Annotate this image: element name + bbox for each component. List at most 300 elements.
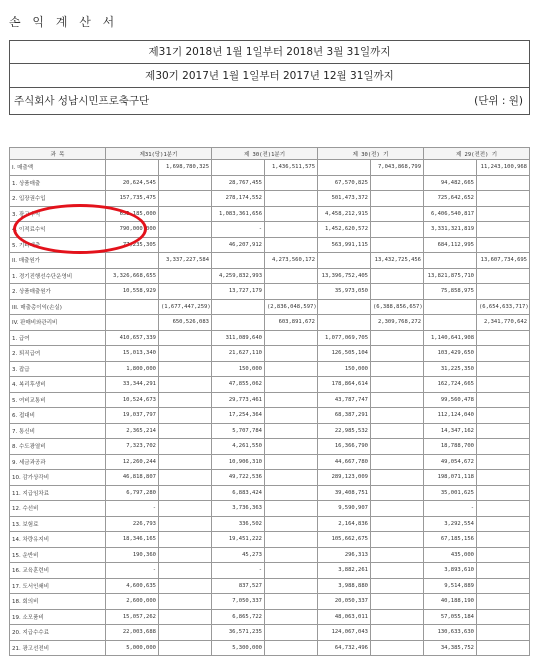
amount-cell: 10,558,929 [106,284,159,300]
header-q1-2018: 제31(당)1분기 [106,148,212,160]
amount-cell [265,284,318,300]
amount-cell [371,237,424,253]
account-name-cell: 4. 이적료수익 [10,222,106,238]
amount-cell [265,547,318,563]
amount-cell [159,439,212,455]
amount-cell [371,485,424,501]
table-row [10,640,530,656]
amount-cell [477,377,530,393]
amount-cell: 19,451,222 [212,532,265,548]
amount-cell [159,175,212,191]
header-fy30: 제 30(전) 기 [318,148,424,160]
amount-cell: 31,225,350 [424,361,477,377]
unit-label: (단위 : 원) [474,95,523,107]
amount-cell: 40,188,190 [424,594,477,610]
amount-cell: - [106,563,159,579]
table-row [10,377,530,393]
amount-cell: 29,773,461 [212,392,265,408]
amount-cell [265,454,318,470]
amount-cell [371,640,424,656]
amount-cell [371,361,424,377]
table-header-row [10,148,530,160]
amount-cell: 410,657,339 [106,330,159,346]
amount-cell [318,299,371,315]
amount-cell [371,439,424,455]
table-row [10,423,530,439]
amount-cell: 22,985,532 [318,423,371,439]
amount-cell [159,284,212,300]
amount-cell [106,160,159,176]
amount-cell: 99,560,478 [424,392,477,408]
amount-cell [371,268,424,284]
account-name-cell: 8. 수도광열비 [10,439,106,455]
amount-cell [159,206,212,222]
amount-cell: 94,482,665 [424,175,477,191]
amount-cell [159,625,212,641]
amount-cell [477,175,530,191]
table-row [10,160,530,176]
amount-cell [477,346,530,362]
amount-cell [477,532,530,548]
table-row [10,253,530,269]
amount-cell: 10,906,310 [212,454,265,470]
amount-cell [265,330,318,346]
amount-cell: 162,724,665 [424,377,477,393]
amount-cell [212,160,265,176]
table-row [10,268,530,284]
account-name-cell: 5. 기타매출 [10,237,106,253]
amount-cell [477,268,530,284]
amount-cell [371,594,424,610]
amount-cell: 684,112,995 [424,237,477,253]
amount-cell [318,253,371,269]
statement-header [9,40,530,115]
amount-cell: 49,054,672 [424,454,477,470]
table-row [10,315,530,331]
amount-cell [159,191,212,207]
account-name-cell: 20. 지급수수료 [10,625,106,641]
account-name-cell: 11. 지급임차료 [10,485,106,501]
amount-cell [265,594,318,610]
amount-cell: 44,667,780 [318,454,371,470]
account-name-cell: I. 매출액 [10,160,106,176]
amount-cell: 20,624,545 [106,175,159,191]
amount-cell: 311,089,640 [212,330,265,346]
amount-cell: (6,388,856,657) [371,299,424,315]
account-name-cell: 14. 차량유지비 [10,532,106,548]
amount-cell [371,175,424,191]
amount-cell: 13,727,179 [212,284,265,300]
header-fy29: 제 29(전전) 기 [424,148,530,160]
account-name-cell: 16. 교육훈련비 [10,563,106,579]
account-name-cell: 13. 보험료 [10,516,106,532]
amount-cell: - [212,222,265,238]
amount-cell [106,315,159,331]
amount-cell [265,377,318,393]
amount-cell: 837,527 [212,578,265,594]
amount-cell [477,547,530,563]
amount-cell: 296,313 [318,547,371,563]
amount-cell [265,578,318,594]
account-name-cell: 1. 급여 [10,330,106,346]
amount-cell: 2,600,000 [106,594,159,610]
amount-cell: 7,043,868,799 [371,160,424,176]
amount-cell: 17,254,364 [212,408,265,424]
amount-cell [265,485,318,501]
table-row [10,175,530,191]
amount-cell: 6,797,280 [106,485,159,501]
amount-cell: 603,891,672 [265,315,318,331]
amount-cell [477,439,530,455]
amount-cell: 3,337,227,584 [159,253,212,269]
amount-cell: 3,326,668,655 [106,268,159,284]
amount-cell: 57,055,184 [424,609,477,625]
amount-cell [159,578,212,594]
table-row [10,392,530,408]
amount-cell: 1,077,069,705 [318,330,371,346]
amount-cell: 39,408,751 [318,485,371,501]
table-row [10,547,530,563]
amount-cell [265,191,318,207]
amount-cell [371,547,424,563]
amount-cell: 1,800,000 [106,361,159,377]
amount-cell: 10,524,673 [106,392,159,408]
amount-cell: 77,235,305 [106,237,159,253]
amount-cell: 49,722,536 [212,470,265,486]
amount-cell: 150,000 [318,361,371,377]
account-name-cell: 1. 경기진행선수단운영비 [10,268,106,284]
table-row [10,222,530,238]
amount-cell: 435,000 [424,547,477,563]
amount-cell: 18,346,165 [106,532,159,548]
header-q1-2017: 제 30(전)1분기 [212,148,318,160]
amount-cell: 653,185,000 [106,206,159,222]
amount-cell: 20,050,337 [318,594,371,610]
account-name-cell: 10. 감가상각비 [10,470,106,486]
amount-cell [477,330,530,346]
account-name-cell: 1. 상품매출 [10,175,106,191]
amount-cell: 13,821,875,710 [424,268,477,284]
amount-cell: 22,003,688 [106,625,159,641]
table-row [10,284,530,300]
table-row [10,299,530,315]
amount-cell: 2,341,770,642 [477,315,530,331]
amount-cell: 33,344,291 [106,377,159,393]
amount-cell [265,640,318,656]
amount-cell: 5,300,000 [212,640,265,656]
account-name-cell: 19. 소모품비 [10,609,106,625]
amount-cell [477,485,530,501]
amount-cell [159,501,212,517]
amount-cell: 124,067,043 [318,625,371,641]
account-name-cell: III. 매출총이익(손실) [10,299,106,315]
amount-cell: 19,037,797 [106,408,159,424]
table-row [10,563,530,579]
account-name-cell: II. 매출원가 [10,253,106,269]
amount-cell: 157,735,475 [106,191,159,207]
amount-cell: 4,600,635 [106,578,159,594]
amount-cell: 14,347,162 [424,423,477,439]
amount-cell [159,470,212,486]
account-name-cell: 15. 운반비 [10,547,106,563]
amount-cell: 3,736,363 [212,501,265,517]
amount-cell: 5,707,784 [212,423,265,439]
amount-cell [265,625,318,641]
amount-cell: 46,818,807 [106,470,159,486]
table-row [10,191,530,207]
amount-cell [159,454,212,470]
amount-cell: 16,366,790 [318,439,371,455]
amount-cell: 6,865,722 [212,609,265,625]
account-name-cell: 2. 상품매출원가 [10,284,106,300]
amount-cell [477,408,530,424]
amount-cell [371,470,424,486]
amount-cell: 278,174,552 [212,191,265,207]
amount-cell [159,392,212,408]
amount-cell [159,423,212,439]
amount-cell: 34,385,752 [424,640,477,656]
amount-cell [477,470,530,486]
amount-cell: 13,607,734,695 [477,253,530,269]
amount-cell [159,532,212,548]
amount-cell: 178,864,614 [318,377,371,393]
amount-cell [265,532,318,548]
account-name-cell: 9. 세금과공과 [10,454,106,470]
amount-cell: 18,788,700 [424,439,477,455]
amount-cell: 3,292,554 [424,516,477,532]
account-name-cell: 7. 통신비 [10,423,106,439]
amount-cell: 64,732,496 [318,640,371,656]
amount-cell [106,253,159,269]
amount-cell: 6,883,424 [212,485,265,501]
amount-cell [424,315,477,331]
account-name-cell: 3. 광고수익 [10,206,106,222]
amount-cell: 4,259,832,993 [212,268,265,284]
amount-cell: 198,071,118 [424,470,477,486]
amount-cell: 36,571,235 [212,625,265,641]
amount-cell [477,578,530,594]
amount-cell [159,408,212,424]
amount-cell: 9,590,907 [318,501,371,517]
amount-cell [265,609,318,625]
amount-cell: 48,063,011 [318,609,371,625]
amount-cell [265,268,318,284]
account-name-cell: 2. 퇴직급여 [10,346,106,362]
amount-cell [265,516,318,532]
amount-cell [371,222,424,238]
account-name-cell: 6. 접대비 [10,408,106,424]
amount-cell: 4,458,212,915 [318,206,371,222]
amount-cell: 9,514,889 [424,578,477,594]
amount-cell [159,547,212,563]
table-row [10,578,530,594]
amount-cell [477,284,530,300]
amount-cell: 13,432,725,456 [371,253,424,269]
amount-cell: 1,698,780,325 [159,160,212,176]
amount-cell: 226,793 [106,516,159,532]
table-row [10,485,530,501]
amount-cell [159,361,212,377]
amount-cell [159,330,212,346]
amount-cell [106,299,159,315]
account-name-cell: 12. 수선비 [10,501,106,517]
amount-cell [371,609,424,625]
amount-cell: 2,164,836 [318,516,371,532]
amount-cell: 103,429,650 [424,346,477,362]
table-row [10,594,530,610]
amount-cell [212,315,265,331]
amount-cell: 3,988,880 [318,578,371,594]
period-current: 제31기 2018년 1월 1일부터 2018년 3월 31일까지 [10,41,529,64]
table-row [10,330,530,346]
amount-cell [159,268,212,284]
amount-cell [477,392,530,408]
amount-cell [477,206,530,222]
document-title: 손 익 계 산 서 [9,15,119,29]
amount-cell: 67,185,156 [424,532,477,548]
amount-cell [371,501,424,517]
amount-cell: 790,000,000 [106,222,159,238]
amount-cell: 7,323,702 [106,439,159,455]
amount-cell: - [424,501,477,517]
amount-cell [371,563,424,579]
amount-cell: 3,331,321,819 [424,222,477,238]
amount-cell: 336,502 [212,516,265,532]
table-row [10,408,530,424]
amount-cell [159,346,212,362]
amount-cell [265,361,318,377]
amount-cell: 1,452,620,572 [318,222,371,238]
company-unit-row [10,88,529,114]
amount-cell: 725,642,652 [424,191,477,207]
amount-cell [159,594,212,610]
table-row [10,439,530,455]
amount-cell [265,563,318,579]
amount-cell [265,392,318,408]
table-row [10,609,530,625]
amount-cell [477,237,530,253]
amount-cell: - [212,563,265,579]
table-row [10,237,530,253]
amount-cell [371,330,424,346]
amount-cell [318,160,371,176]
amount-cell [159,640,212,656]
amount-cell: 1,083,361,656 [212,206,265,222]
amount-cell [265,222,318,238]
amount-cell: 3,882,261 [318,563,371,579]
amount-cell: 21,627,110 [212,346,265,362]
amount-cell [424,299,477,315]
table-row [10,516,530,532]
amount-cell: 5,000,000 [106,640,159,656]
amount-cell [371,191,424,207]
amount-cell [371,625,424,641]
amount-cell [477,423,530,439]
amount-cell: 13,396,752,405 [318,268,371,284]
amount-cell: (6,654,633,717) [477,299,530,315]
amount-cell [477,191,530,207]
amount-cell: 1,140,641,908 [424,330,477,346]
amount-cell [159,237,212,253]
amount-cell: 68,387,291 [318,408,371,424]
amount-cell [371,284,424,300]
amount-cell: 67,570,825 [318,175,371,191]
amount-cell [265,439,318,455]
amount-cell: 7,050,337 [212,594,265,610]
amount-cell: 150,000 [212,361,265,377]
amount-cell: 46,207,912 [212,237,265,253]
table-row [10,454,530,470]
amount-cell: 126,505,104 [318,346,371,362]
table-row [10,361,530,377]
table-row [10,346,530,362]
amount-cell: 35,973,050 [318,284,371,300]
amount-cell: 501,473,372 [318,191,371,207]
amount-cell [477,625,530,641]
amount-cell: (1,677,447,259) [159,299,212,315]
amount-cell [371,532,424,548]
income-statement-table [9,147,530,656]
account-name-cell: IV. 판매비와관리비 [10,315,106,331]
amount-cell [265,501,318,517]
amount-cell: 12,260,244 [106,454,159,470]
amount-cell [318,315,371,331]
amount-cell [159,516,212,532]
amount-cell [477,454,530,470]
amount-cell: 4,273,560,172 [265,253,318,269]
amount-cell: 112,124,040 [424,408,477,424]
account-name-cell: 5. 여비교통비 [10,392,106,408]
amount-cell [212,299,265,315]
amount-cell [371,346,424,362]
amount-cell [477,640,530,656]
amount-cell [159,485,212,501]
amount-cell: 15,057,262 [106,609,159,625]
account-name-cell: 3. 잡급 [10,361,106,377]
amount-cell [371,377,424,393]
table-row [10,501,530,517]
amount-cell [477,516,530,532]
amount-cell [477,594,530,610]
amount-cell [159,609,212,625]
account-name-cell: 21. 광고선전비 [10,640,106,656]
amount-cell: 4,261,550 [212,439,265,455]
amount-cell [477,609,530,625]
amount-cell: 75,858,975 [424,284,477,300]
amount-cell [265,423,318,439]
table-row [10,625,530,641]
amount-cell: (2,836,048,597) [265,299,318,315]
amount-cell [477,222,530,238]
amount-cell [477,361,530,377]
amount-cell [265,237,318,253]
table-row [10,470,530,486]
amount-cell: 35,001,625 [424,485,477,501]
amount-cell [371,392,424,408]
account-name-cell: 18. 회의비 [10,594,106,610]
amount-cell [371,578,424,594]
amount-cell [477,501,530,517]
amount-cell: 2,309,768,272 [371,315,424,331]
amount-cell: 28,767,455 [212,175,265,191]
amount-cell: 3,893,610 [424,563,477,579]
amount-cell: 130,633,630 [424,625,477,641]
period-previous: 제30기 2017년 1월 1일부터 2017년 12월 31일까지 [10,64,529,88]
table-row [10,532,530,548]
amount-cell [265,346,318,362]
amount-cell [159,222,212,238]
account-name-cell: 2. 입장권수입 [10,191,106,207]
